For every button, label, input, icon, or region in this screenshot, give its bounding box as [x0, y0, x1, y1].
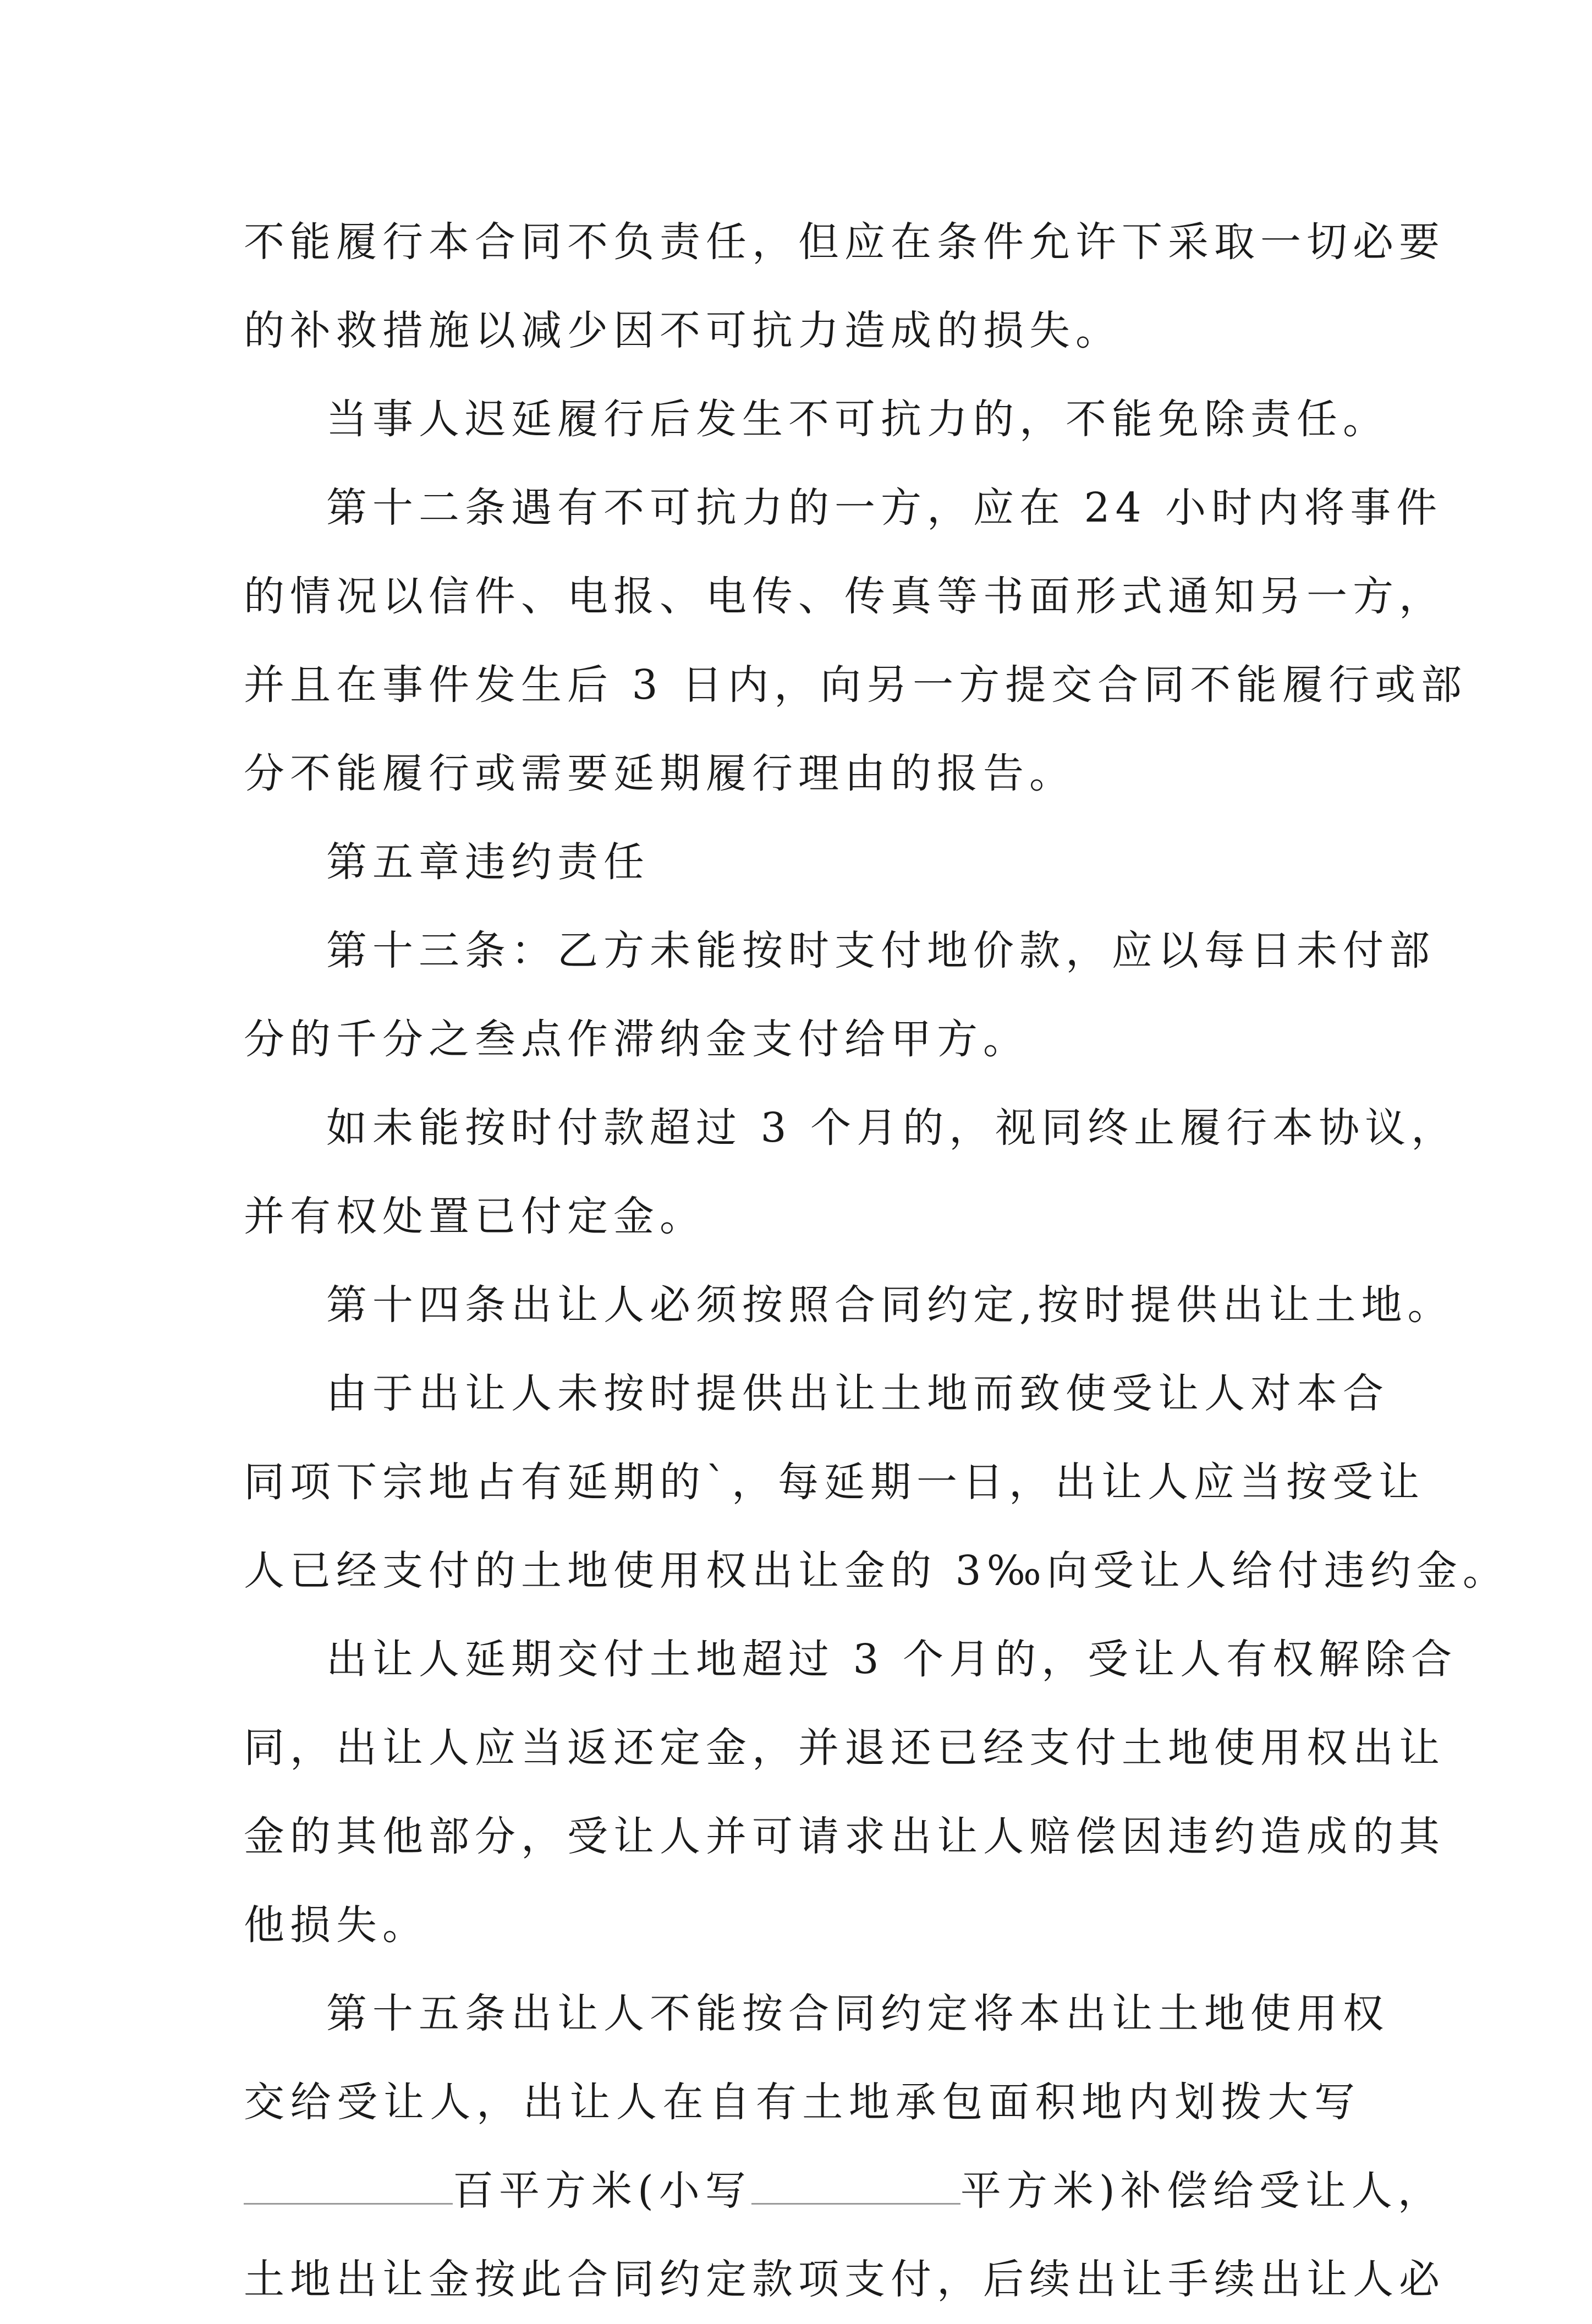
- text-line: 的情况以信件、电报、电传、传真等书面形式通知另一方，: [244, 573, 1445, 620]
- text-line: 如未能按时付款超过 3 个月的，视同终止履行本协议，: [326, 1104, 1458, 1152]
- fill-in-blank: [244, 2164, 453, 2205]
- chapter-heading: 第五章违约责任: [326, 838, 650, 886]
- document-body: [244, 198, 1509, 2324]
- text-line: 并且在事件发生后 3 日内，向另一方提交合同不能履行或部: [244, 661, 1468, 709]
- text-line: 并有权处置已付定金。: [244, 1193, 706, 1240]
- text-line: 交给受让人，出让人在自有土地承包面积地内划拨大写: [244, 2079, 1360, 2126]
- text-line: 第十五条出让人不能按合同约定将本出让土地使用权: [326, 1990, 1389, 2037]
- text-line: 同项下宗地占有延期的`，每延期一日，出让人应当按受让: [244, 1459, 1425, 1506]
- text-fragment: 平方米)补偿给受让人，: [960, 2167, 1444, 2215]
- text-line: 金的其他部分，受让人并可请求出让人赔偿因违约造成的其: [244, 1813, 1445, 1860]
- text-line-with-blanks: [244, 2147, 1444, 2235]
- text-line: 人已经支付的土地使用权出让金的 3‰向受让人给付违约金。: [244, 1547, 1509, 1594]
- text-line: 分不能履行或需要延期履行理由的报告。: [244, 750, 1075, 797]
- text-line: 同，出让人应当返还定金，并退还已经支付土地使用权出让: [244, 1724, 1445, 1772]
- text-line: 当事人迟延履行后发生不可抗力的，不能免除责任。: [326, 396, 1389, 443]
- text-line: 他损失。: [244, 1901, 429, 1949]
- text-line: 出让人延期交付土地超过 3 个月的，受让人有权解除合: [326, 1636, 1458, 1683]
- fill-in-blank: [751, 2164, 960, 2205]
- text-line: 由于出让人未按时提供出让土地而致使受让人对本合: [326, 1370, 1389, 1417]
- text-fragment: 百平方米(小写: [453, 2167, 751, 2215]
- text-line: 分的千分之叁点作滞纳金支付给甲方。: [244, 1016, 1029, 1063]
- text-line: 第十二条遇有不可抗力的一方，应在 24 小时内将事件: [326, 484, 1443, 531]
- text-line: 第十四条出让人必须按照合同约定,按时提供出让土地。: [326, 1281, 1454, 1329]
- text-line: 的补救措施以减少因不可抗力造成的损失。: [244, 307, 1122, 354]
- text-line: 不能履行本合同不负责任，但应在条件允许下采取一切必要: [244, 218, 1445, 266]
- text-line: 第十三条：乙方未能按时支付地价款，应以每日未付部: [326, 927, 1435, 974]
- text-line: 土地出让金按此合同约定款项支付，后续出让手续出让人必: [244, 2256, 1445, 2303]
